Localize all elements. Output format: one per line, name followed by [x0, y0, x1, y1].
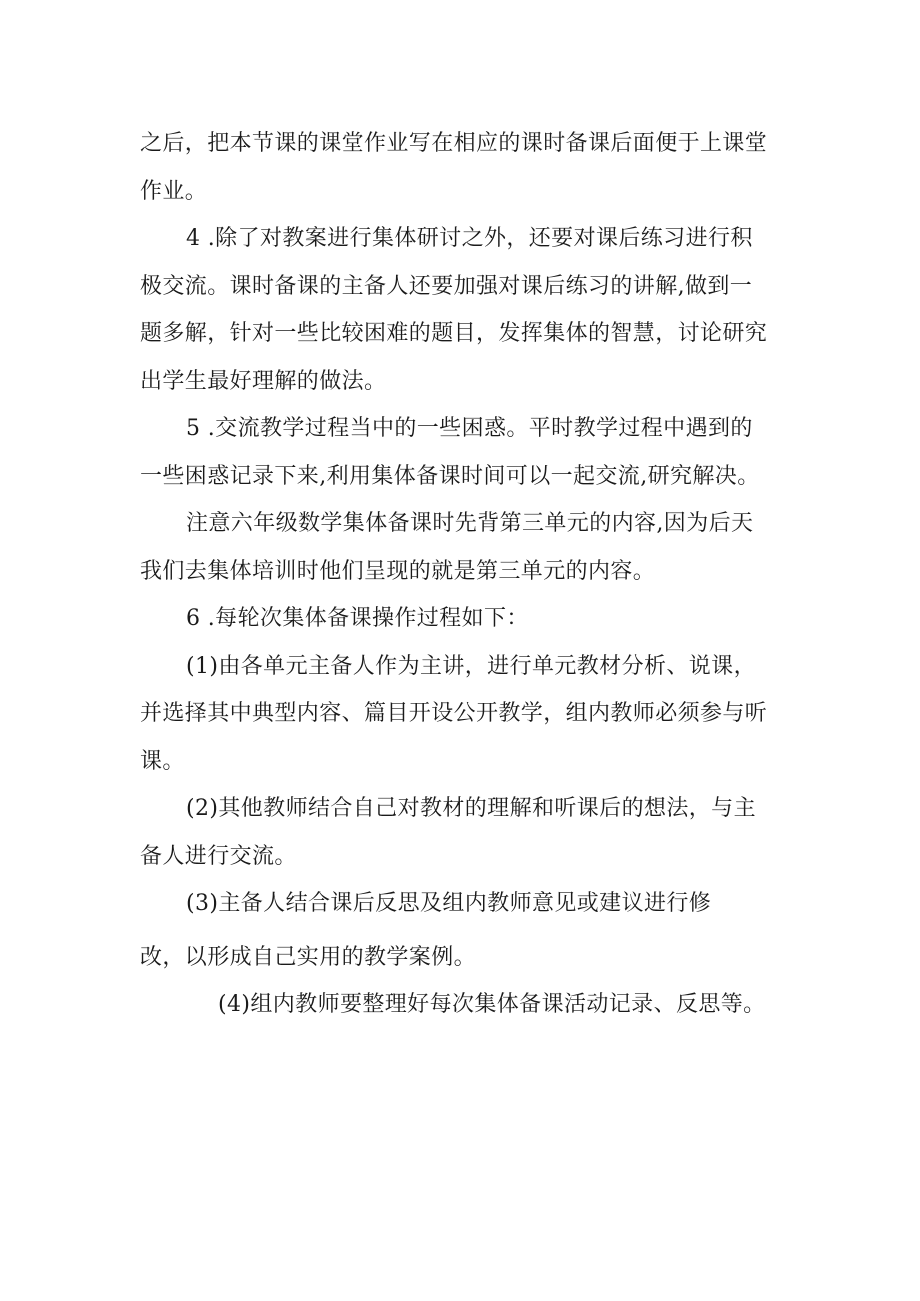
text-line: 题多解，针对一些比较困难的题目，发挥集体的智慧，讨论研究	[140, 321, 768, 346]
text-line: 4 .除了对教案进行集体研讨之外，还要对课后练习进行积	[186, 226, 753, 251]
text-line: 作业。	[140, 178, 208, 204]
text-line: 我们去集体培训时他们呈现的就是第三单元的内容。	[140, 558, 656, 584]
text-line: 改，以形成自己实用的教学案例。	[140, 944, 477, 970]
text-line: 5 .交流教学过程当中的一些困惑。平时教学过程中遇到的	[186, 416, 753, 441]
text-line: 课。	[140, 748, 185, 774]
text-line: 6 .每轮次集体备课操作过程如下：	[186, 606, 529, 631]
text-line: (3)主备人结合课后反思及组内教师意见或建议进行修	[186, 891, 712, 916]
text-line: 出学生最好理解的做法。	[140, 368, 387, 394]
text-line: (1)由各单元主备人作为主讲，进行单元教材分析、说课，	[186, 653, 756, 679]
text-line: (2)其他教师结合自己对教材的理解和听课后的想法，与主	[186, 796, 756, 821]
text-line: 备人进行交流。	[140, 843, 297, 869]
body-text	[140, 120, 790, 1029]
text-line: 之后，把本节课的课堂作业写在相应的课时备课后面便于上课堂	[140, 131, 768, 156]
text-line: (4)组内教师要整理好每次集体备课活动记录、反思等。	[218, 992, 766, 1017]
text-line: 并选择其中典型内容、篇目开设公开教学，组内教师必须参与听	[140, 701, 768, 726]
text-line: 一些困惑记录下来,利用集体备课时间可以一起交流,研究解决。	[140, 463, 760, 489]
text-line: 注意六年级数学集体备课时先背第三单元的内容,因为后天	[186, 511, 754, 536]
text-line: 极交流。课时备课的主备人还要加强对课后练习的讲解,做到一	[140, 273, 753, 299]
